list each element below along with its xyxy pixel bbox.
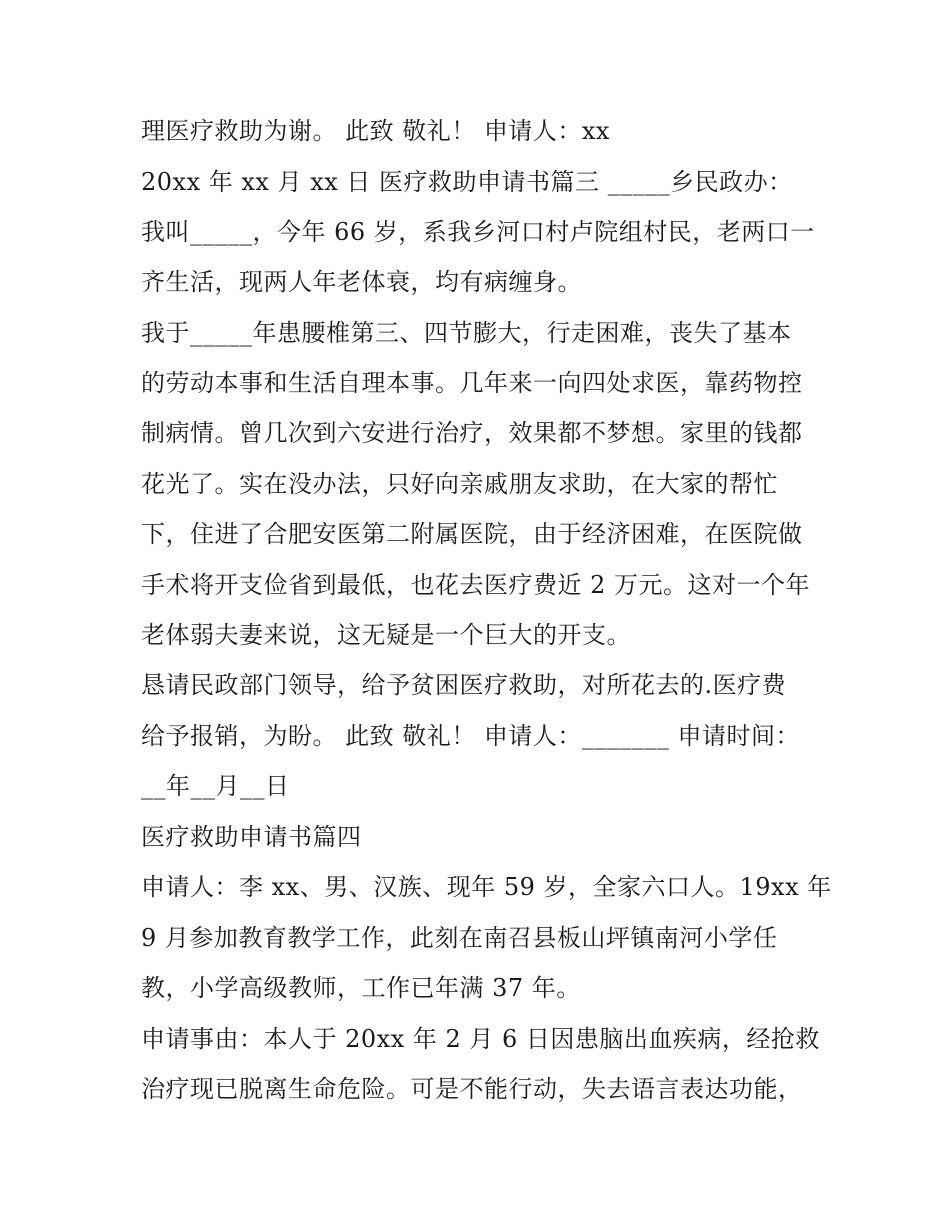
text-line: 老体弱夫妻来说，这无疑是一个巨大的开支。 [141, 621, 631, 649]
text-line: 治疗现已脱离生命危险。可是不能行动，失去语言表达功能， [141, 1075, 803, 1103]
text-line: 我叫_____，今年 66 岁，系我乡河口村卢院组村民，老两口一 [141, 218, 815, 246]
text-line: 下，住进了合肥安医第二附属医院，由于经济困难，在医院做 [141, 520, 803, 548]
section-heading: 医疗救助申请书篇四 [141, 823, 362, 851]
text-line: __年__月__日 [141, 772, 290, 800]
text-line: 的劳动本事和生活自理本事。几年来一向四处求医，靠药物控 [141, 369, 803, 397]
text-line: 手术将开支俭省到最低，也花去医疗费近 2 万元。这对一个年 [141, 571, 811, 599]
text-line: 教，小学高级教师，工作已年满 37 年。 [141, 974, 581, 1002]
text-line: 齐生活，现两人年老体衰，均有病缠身。 [141, 268, 582, 296]
text-line: 恳请民政部门领导，给予贫困医疗救助，对所花去的.医疗费 [141, 671, 787, 699]
text-line: 给予报销，为盼。 此致 敬礼！ 申请人：_______ 申请时间： [141, 722, 801, 750]
text-line: 申请事由：本人于 20xx 年 2 月 6 日因患脑出血疾病，经抢救 [141, 1025, 820, 1053]
text-line: 制病情。曾几次到六安进行治疗，效果都不梦想。家里的钱都 [141, 419, 803, 447]
text-line: 申请人：李 xx、男、汉族、现年 59 岁，全家六口人。19xx 年 [141, 873, 832, 901]
text-line: 理医疗救助为谢。 此致 敬礼！ 申请人：xx [141, 117, 610, 145]
text-line: 9 月参加教育教学工作，此刻在南召县板山坪镇南河小学任 [141, 924, 778, 952]
text-line: 我于_____年患腰椎第三、四节膨大，行走困难，丧失了基本 [141, 319, 792, 347]
text-line: 花光了。实在没办法，只好向亲戚朋友求助，在大家的帮忙 [141, 470, 778, 498]
text-line: 20xx 年 xx 月 xx 日 医疗救助申请书篇三 _____乡民政办： [141, 168, 793, 196]
